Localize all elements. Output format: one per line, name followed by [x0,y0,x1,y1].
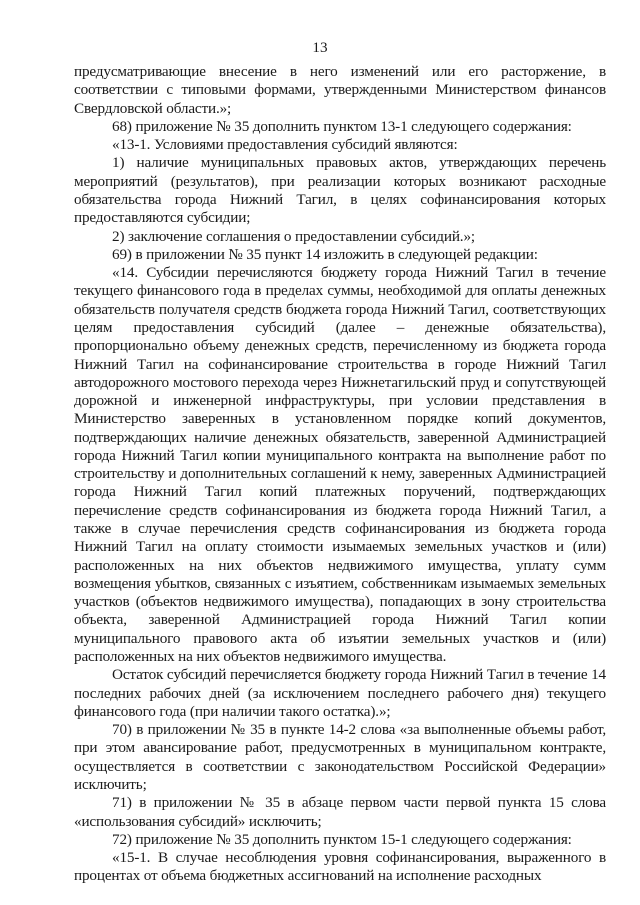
paragraph-item-70: 70) в приложении № 35 в пункте 14-2 слова «за выполненные объемы работ, при этом авансирование работ, предусмотренных в муниципальном контракте, осуществляется в соответствии с законодательством Российской Федерации» исключить; [74,721,606,793]
page-number: 13 [312,39,328,56]
paragraph-continuation: предусматривающие внесение в него изменений или его расторжение, в соответствии с типовыми формами, утвержденными Министерством финансов Свердловской области.»; [74,63,606,117]
document-body [74,63,606,886]
paragraph-item-71: 71) в приложении № 35 в абзаце первом части первой пункта 15 слова «использования субсидий» исключить; [74,794,606,830]
paragraph-item-72: 72) приложение № 35 дополнить пунктом 15-1 следующего содержания: [112,830,572,848]
paragraph-condition-2: 2) заключение соглашения о предоставлении субсидий.»; [112,227,475,245]
paragraph-condition-1: 1) наличие муниципальных правовых актов, утверждающих перечень мероприятий (результатов), при реализации которых возникают расходные обязательства города Нижний Тагил, в целях софинансирования которых предоставляются субсидии; [74,154,606,227]
paragraph-clause-14: «14. Субсидии перечисляются бюджету города Нижний Тагил в течение текущего финансового года в пределах суммы, необходимой для оплаты денежных обязательств получателя средств бюджета города Нижний Тагил, соответствующих целям предоставления субсидий (далее – денежные обязательства), пропорционально объему денежных средств, перечисленному из бюджета города Нижний Тагил на софинансирование строительства в городе Нижний Тагил автодорожного мостового перехода через Нижнетагильский пруд и сопутствующей дорожной и инженерной инфраструктуры, при условии представления в Министерство заверенных в установленном порядке копий документов, подтверждающих наличие денежных обязательств, заверенной Администрацией города Нижний Тагил копии муниципального контракта на выполнение работ по строительству и дополнительных соглашений к нему, заверенных Администрацией города Нижний Тагил копий платежных поручений, подтверждающих перечисление средств софинансирования из бюджета города Нижний Тагил, а также в случае перечисления средств софинансирования из бюджета города Нижний Тагил на оплату стоимости изымаемых земельных участков и (или) расположенных на них объектов недвижимого имущества, уплату сумм возмещения убытков, связанных с изъятием, собственникам изымаемых земельных участков (объектов недвижимого имущества), попадающих в зону строительства объекта, заверенной Администрацией города Нижний Тагил копии муниципального правового акта об изъятии земельных участков и (или) расположенных на них объектов недвижимого имущества. [74,264,606,665]
paragraph-subsidy-remainder: Остаток субсидий перечисляется бюджету города Нижний Тагил в течение 14 последних рабочих дней (за исключением последнего рабочего дня) текущего финансового года (при наличии такого остатка).»; [74,666,606,720]
paragraph-clause-15-1: «15-1. В случае несоблюдения уровня софинансирования, выраженного в процентах от объема бюджетных ассигнований на исполнение расходных [74,849,606,885]
paragraph-item-68: 68) приложение № 35 дополнить пунктом 13-1 следующего содержания: [112,117,572,135]
paragraph-item-69: 69) в приложении № 35 пункт 14 изложить в следующей редакции: [112,245,538,263]
paragraph-clause-13-1: «13-1. Условиями предоставления субсидий являются: [112,136,458,154]
